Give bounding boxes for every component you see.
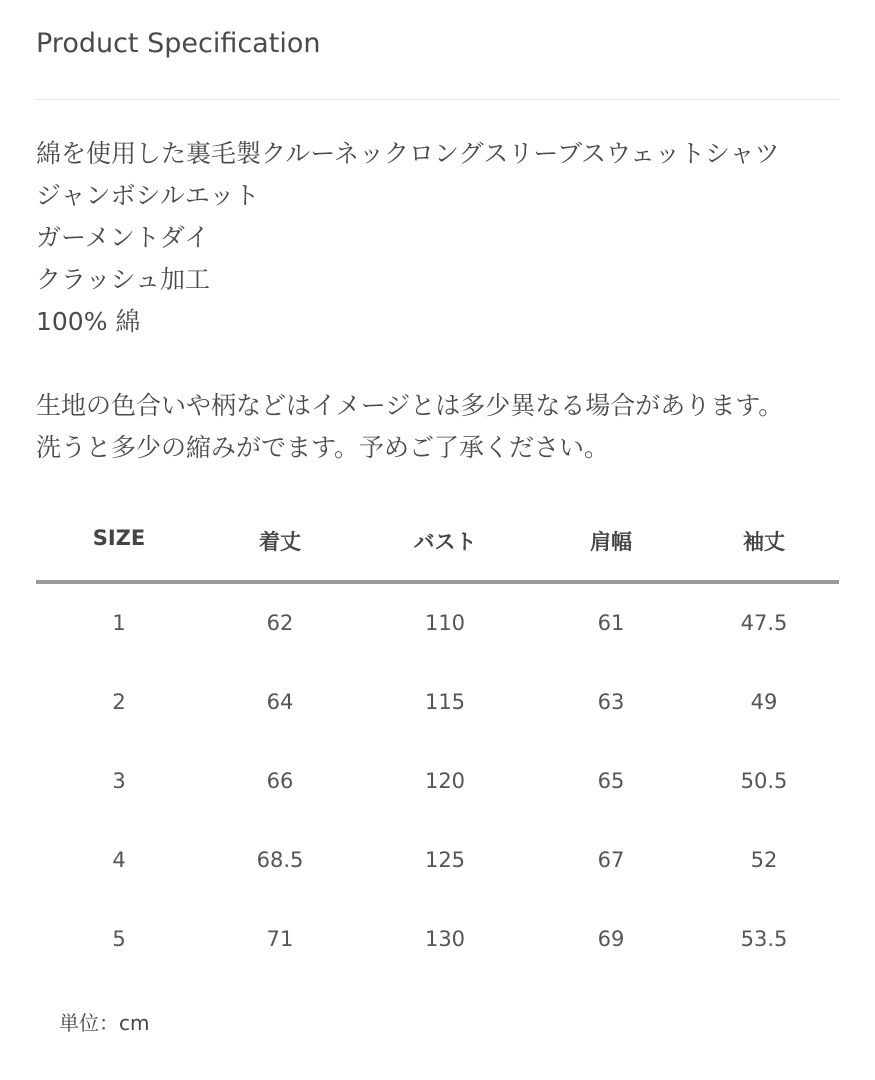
title-divider xyxy=(36,99,839,100)
cell-size: 3 xyxy=(112,769,126,793)
cell-bust: 125 xyxy=(424,848,466,872)
header-sleeve: 袖丈 xyxy=(743,530,785,554)
description-line: ガーメントダイ xyxy=(36,223,210,252)
cell-shoulder: 61 xyxy=(597,611,625,635)
cell-sleeve: 49 xyxy=(750,690,778,714)
note-line: 生地の色合いや柄などはイメージとは多少異なる場合があります。 xyxy=(36,391,784,420)
page-title: Product Specification xyxy=(36,28,321,59)
product-description xyxy=(36,133,856,343)
table-row xyxy=(36,663,839,742)
table-row xyxy=(36,900,839,979)
product-notes xyxy=(36,385,866,469)
cell-shoulder: 63 xyxy=(597,690,625,714)
cell-sleeve: 47.5 xyxy=(740,611,788,635)
cell-shoulder: 67 xyxy=(597,848,625,872)
header-size: SIZE xyxy=(92,526,146,550)
size-table xyxy=(36,500,839,951)
table-row xyxy=(36,742,839,821)
cell-size: 1 xyxy=(112,611,126,635)
description-line: 綿を使用した裏毛製クルーネックロングスリーブスウェットシャツ xyxy=(36,139,780,168)
cell-sleeve: 53.5 xyxy=(740,927,788,951)
cell-sleeve: 52 xyxy=(750,848,778,872)
cell-size: 2 xyxy=(112,690,126,714)
cell-bust: 130 xyxy=(424,927,466,951)
cell-sleeve: 50.5 xyxy=(740,769,788,793)
cell-shoulder: 65 xyxy=(597,769,625,793)
cell-bust: 115 xyxy=(424,690,466,714)
description-line: ジャンボシルエット xyxy=(36,181,260,210)
cell-size: 4 xyxy=(112,848,126,872)
table-row xyxy=(36,821,839,900)
cell-size: 5 xyxy=(112,927,126,951)
cell-bust: 120 xyxy=(424,769,466,793)
unit-note: 単位：cm xyxy=(59,1011,150,1035)
cell-shoulder: 69 xyxy=(597,927,625,951)
cell-length: 66 xyxy=(266,769,294,793)
table-body xyxy=(36,584,839,979)
header-shoulder: 肩幅 xyxy=(590,530,632,554)
cell-length: 68.5 xyxy=(256,848,304,872)
cell-length: 64 xyxy=(266,690,294,714)
description-line: 100% 綿 xyxy=(36,307,141,336)
cell-bust: 110 xyxy=(424,611,466,635)
cell-length: 62 xyxy=(266,611,294,635)
note-line: 洗うと多少の縮みがでます。予めご了承ください。 xyxy=(36,433,610,462)
header-bust: バスト xyxy=(413,530,477,554)
table-row xyxy=(36,584,839,663)
cell-length: 71 xyxy=(266,927,294,951)
header-length: 着丈 xyxy=(259,530,301,554)
table-header-row xyxy=(36,500,839,580)
description-line: クラッシュ加工 xyxy=(36,265,211,294)
